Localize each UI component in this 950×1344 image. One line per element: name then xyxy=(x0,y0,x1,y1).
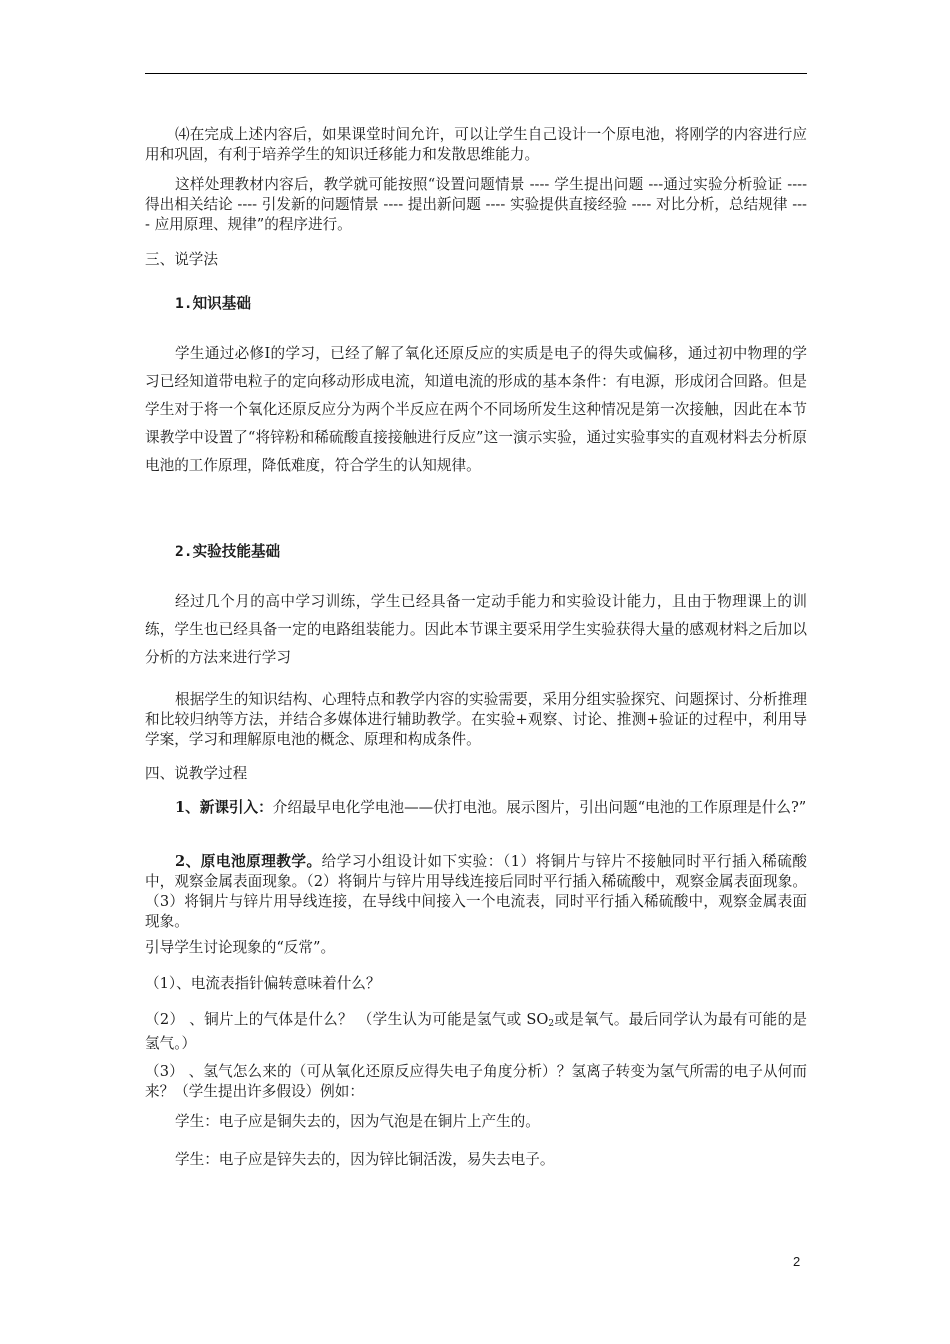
battery-principle-text: 给学习小组设计如下实验：（1）将铜片与锌片不接触同时平行插入稀硫酸中，观察金属表面现象。（2）将铜片与锌片用导线连接后同时平行插入稀硫酸中，观察金属表面现象。（3）将铜片与锌片用导线连接，在导线中间接入一个电流表，同时平行插入稀硫酸中，观察金属表面现象。 xyxy=(145,853,807,930)
question-1: （1）、电流表指针偏转意味着什么？ xyxy=(145,975,381,992)
paragraph-knowledge-base: 学生通过必修Ⅰ的学习，已经了解了氧化还原反应的实质是电子的得失或偏移，通过初中物理的学习已经知道带电粒子的定向移动形成电流，知道电流的形成的基本条件：有电源，形成闭合回路。但是学生对于将一个氧化还原反应分为两个半反应在两个不同场所发生这种情况是第一次接触，因此在本节课教学中设置了“将锌粉和稀硫酸直接接触进行反应”这一演示实验，通过实验事实的直观材料去分析原电池的工作原理，降低难度，符合学生的认知规律。 xyxy=(145,345,807,474)
question-2-text-b: 或是氧气。最后同学认为最有可能的是氢气。） xyxy=(145,1011,807,1052)
student-answer-zinc: 学生：电子应是锌失去的，因为锌比铜活泼，易失去电子。 xyxy=(175,1151,555,1168)
paragraph-discussion-guide: 引导学生讨论现象的“反常”。 xyxy=(145,939,336,956)
page-number: 2 xyxy=(793,1254,801,1269)
section-heading-teaching-process: 四、说教学过程 xyxy=(145,765,248,782)
question-3: （3） 、氢气怎么来的（可从氧化还原反应得失电子角度分析）？氢离子转变为氢气所需的电子从何而来？（学生提出许多假设）例如： xyxy=(145,1063,807,1100)
paragraph-teaching-methods: 根据学生的知识结构、心理特点和教学内容的实验需要，采用分组实验探究、问题探讨、分析推理和比较归纳等方法，并结合多媒体进行辅助教学。在实验+观察、讨论、推测+验证的过程中，利用导学案，学习和理解原电池的概念、原理和构成条件。 xyxy=(145,691,807,748)
lesson-intro-text: 介绍最早电化学电池——伏打电池。展示图片，引出问题“电池的工作原理是什么?” xyxy=(272,799,807,816)
header-rule xyxy=(145,73,807,74)
paragraph-battery-principle xyxy=(145,852,807,932)
lesson-intro-label: 1、新课引入： xyxy=(175,799,273,816)
battery-principle-label: 2、原电池原理教学。 xyxy=(175,853,322,870)
question-2 xyxy=(145,1010,807,1054)
paragraph-experiment-skills: 经过几个月的高中学习训练，学生已经具备一定动手能力和实验设计能力，且由于物理课上的训练，学生也已经具备一定的电路组装能力。因此本节课主要采用学生实验获得大量的感观材料之后加以分析的方法来进行学习 xyxy=(145,593,807,666)
so2-subscript: 2 xyxy=(548,1019,555,1029)
question-2-text-a: （2） 、铜片上的气体是什么？ （学生认为可能是氢气或 SO xyxy=(145,1011,549,1028)
student-answer-copper: 学生：电子应是铜失去的，因为气泡是在铜片上产生的。 xyxy=(175,1113,540,1130)
subheading-experiment-skills: 2.实验技能基础 xyxy=(175,543,281,560)
paragraph-teaching-sequence: 这样处理教材内容后，教学就可能按照“设置问题情景 ---- 学生提出问题 ---通过实验分析验证 ---- 得出相关结论 ---- 引发新的问题情景 ---- 提出新问题 ---- 实验提供直接经验 ---- 对比分析，总结规律 ---- 应用原理、规律”的程序进行。 xyxy=(145,176,807,233)
paragraph-design-battery: ⑷在完成上述内容后，如果课堂时间允许，可以让学生自己设计一个原电池，将刚学的内容进行应用和巩固，有利于培养学生的知识迁移能力和发散思维能力。 xyxy=(145,126,807,163)
subheading-knowledge-base: 1.知识基础 xyxy=(175,295,251,312)
paragraph-lesson-intro xyxy=(145,798,807,818)
section-heading-learning-method: 三、说学法 xyxy=(145,251,218,268)
